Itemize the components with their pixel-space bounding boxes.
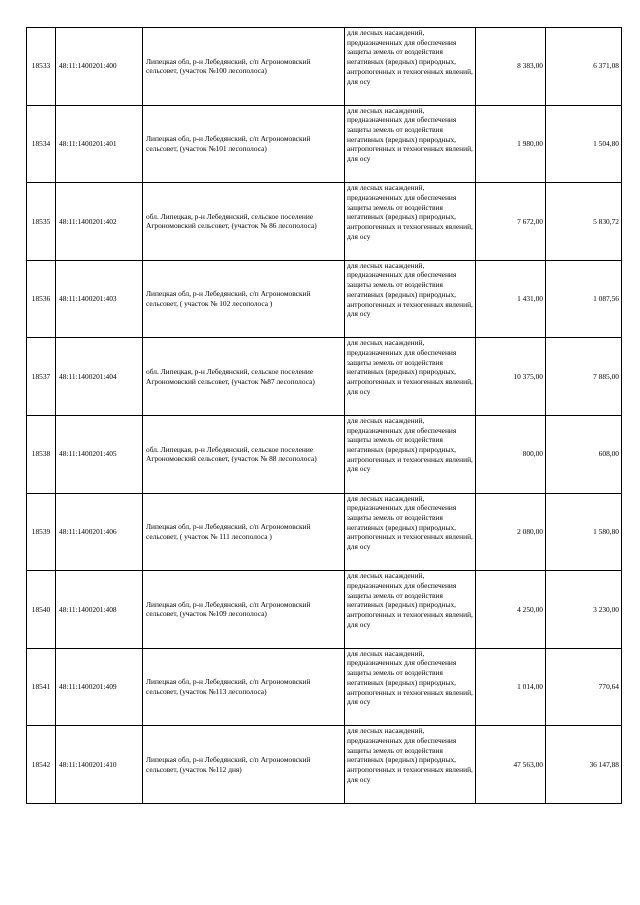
row-number-cell: 18542 (27, 726, 56, 804)
cadastral-number-cell: 48:11:1400201:409 (56, 648, 143, 726)
purpose-text: для лесных насаждений, предназначенных для обеспечения защиты земель от воздействия негативных (вредных) природных, антропогенных и техногенных явлений, для осу (347, 493, 473, 552)
address-cell: Липецкая обл, р-н Лебедянский, с/п Агрономовский сельсовет, (участок №113 лесополоса) (143, 648, 345, 726)
table-row (27, 648, 622, 726)
purpose-text: для лесных насаждений, предназначенных для обеспечения защиты земель от воздействия негативных (вредных) природных, антропогенных и техногенных явлений, для осу (347, 338, 473, 396)
cadastral-number-cell: 48:11:1400201:401 (56, 105, 143, 183)
address-cell: Липецкая обл, р-н Лебедянский, с/п Агрономовский сельсовет, (участок №112 дня) (143, 726, 345, 804)
cadastral-number-cell: 48:11:1400201:405 (56, 415, 143, 493)
purpose-cell (345, 493, 476, 571)
value-2-cell: 1 504,80 (546, 105, 622, 183)
purpose-text: для лесных насаждений, предназначенных для обеспечения защиты земель от воздействия негативных (вредных) природных, антропогенных и техногенных явлений, для осу (347, 648, 473, 707)
address-cell: обл. Липецкая, р-н Лебедянский, сельское поселение Агрономовский сельсовет, (участок № 88 лесополоса) (143, 415, 345, 493)
table-row (27, 183, 622, 261)
purpose-text: для лесных насаждений, предназначенных для обеспечения защиты земель от воздействия негативных (вредных) природных, антропогенных и техногенных явлений, для осу (347, 28, 473, 86)
table-row (27, 726, 622, 804)
purpose-text: для лесных насаждений, предназначенных для обеспечения защиты земель от воздействия негативных (вредных) природных, антропогенных и техногенных явлений, для осу (347, 415, 473, 474)
value-1-cell: 47 563,00 (476, 726, 546, 804)
purpose-text: для лесных насаждений, предназначенных для обеспечения защиты земель от воздействия негативных (вредных) природных, антропогенных и техногенных явлений, для осу (347, 571, 473, 629)
purpose-cell (345, 338, 476, 416)
value-1-cell: 8 383,00 (476, 28, 546, 106)
value-1-cell: 7 672,00 (476, 183, 546, 261)
row-number-cell: 18541 (27, 648, 56, 726)
cadastral-number-cell: 48:11:1400201:406 (56, 493, 143, 571)
purpose-cell (345, 28, 476, 106)
address-cell: Липецкая обл, р-н Лебедянский, с/п Агрономовский сельсовет, ( участок № 102 лесополоса ) (143, 260, 345, 338)
table-row (27, 28, 622, 106)
row-number-cell: 18535 (27, 183, 56, 261)
row-number-cell: 18533 (27, 28, 56, 106)
table-row (27, 260, 622, 338)
value-2-cell: 36 147,88 (546, 726, 622, 804)
purpose-cell (345, 183, 476, 261)
cadastral-number-cell: 48:11:1400201:402 (56, 183, 143, 261)
value-2-cell: 1 580,80 (546, 493, 622, 571)
value-2-cell: 608,00 (546, 415, 622, 493)
cadastral-number-cell: 48:11:1400201:408 (56, 571, 143, 649)
value-1-cell: 2 080,00 (476, 493, 546, 571)
purpose-text: для лесных насаждений, предназначенных для обеспечения защиты земель от воздействия негативных (вредных) природных, антропогенных и техногенных явлений, для осу (347, 105, 473, 164)
value-1-cell: 1 980,00 (476, 105, 546, 183)
value-1-cell: 800,00 (476, 415, 546, 493)
value-1-cell: 10 375,00 (476, 338, 546, 416)
purpose-text: для лесных насаждений, предназначенных для обеспечения защиты земель от воздействия негативных (вредных) природных, антропогенных и техногенных явлений, для осу (347, 726, 473, 784)
purpose-cell (345, 571, 476, 649)
value-2-cell: 3 230,00 (546, 571, 622, 649)
value-2-cell: 770,64 (546, 648, 622, 726)
cadastral-number-cell: 48:11:1400201:400 (56, 28, 143, 106)
value-2-cell: 5 830,72 (546, 183, 622, 261)
purpose-cell (345, 105, 476, 183)
address-cell: Липецкая обл, р-н Лебедянский, с/п Агрономовский сельсовет, (участок №109 лесополоса) (143, 571, 345, 649)
table-row (27, 338, 622, 416)
table-row (27, 493, 622, 571)
purpose-cell (345, 726, 476, 804)
purpose-cell (345, 260, 476, 338)
purpose-text: для лесных насаждений, предназначенных для обеспечения защиты земель от воздействия негативных (вредных) природных, антропогенных и техногенных явлений, для осу (347, 260, 473, 319)
address-cell: Липецкая обл, р-н Лебедянский, с/п Агрономовский сельсовет, (участок №101 лесополоса) (143, 105, 345, 183)
cadastral-number-cell: 48:11:1400201:404 (56, 338, 143, 416)
row-number-cell: 18537 (27, 338, 56, 416)
row-number-cell: 18538 (27, 415, 56, 493)
cadastral-number-cell: 48:11:1400201:410 (56, 726, 143, 804)
row-number-cell: 18539 (27, 493, 56, 571)
address-cell: Липецкая обл, р-н Лебедянский, с/п Агрономовский сельсовет, (участок №100 лесополоса) (143, 28, 345, 106)
row-number-cell: 18534 (27, 105, 56, 183)
purpose-cell (345, 415, 476, 493)
land-registry-table (26, 27, 622, 804)
purpose-cell (345, 648, 476, 726)
row-number-cell: 18540 (27, 571, 56, 649)
table-body (27, 28, 622, 804)
address-cell: обл. Липецкая, р-н Лебедянский, сельское поселение Агрономовский сельсовет, (участок № 86 лесополоса) (143, 183, 345, 261)
value-2-cell: 6 371,08 (546, 28, 622, 106)
value-1-cell: 1 431,00 (476, 260, 546, 338)
purpose-text: для лесных насаждений, предназначенных для обеспечения защиты земель от воздействия негативных (вредных) природных, антропогенных и техногенных явлений, для осу (347, 183, 473, 241)
table-row (27, 105, 622, 183)
value-2-cell: 1 087,56 (546, 260, 622, 338)
value-2-cell: 7 885,00 (546, 338, 622, 416)
cadastral-number-cell: 48:11:1400201:403 (56, 260, 143, 338)
value-1-cell: 4 250,00 (476, 571, 546, 649)
address-cell: обл. Липецкая, р-н Лебедянский, сельское поселение Агрономовский сельсовет, (участок №87 лесополоса) (143, 338, 345, 416)
address-cell: Липецкая обл, р-н Лебедянский, с/п Агрономовский сельсовет, ( участок № 111 лесополоса ) (143, 493, 345, 571)
table-row (27, 571, 622, 649)
table-row (27, 415, 622, 493)
row-number-cell: 18536 (27, 260, 56, 338)
value-1-cell: 1 014,00 (476, 648, 546, 726)
